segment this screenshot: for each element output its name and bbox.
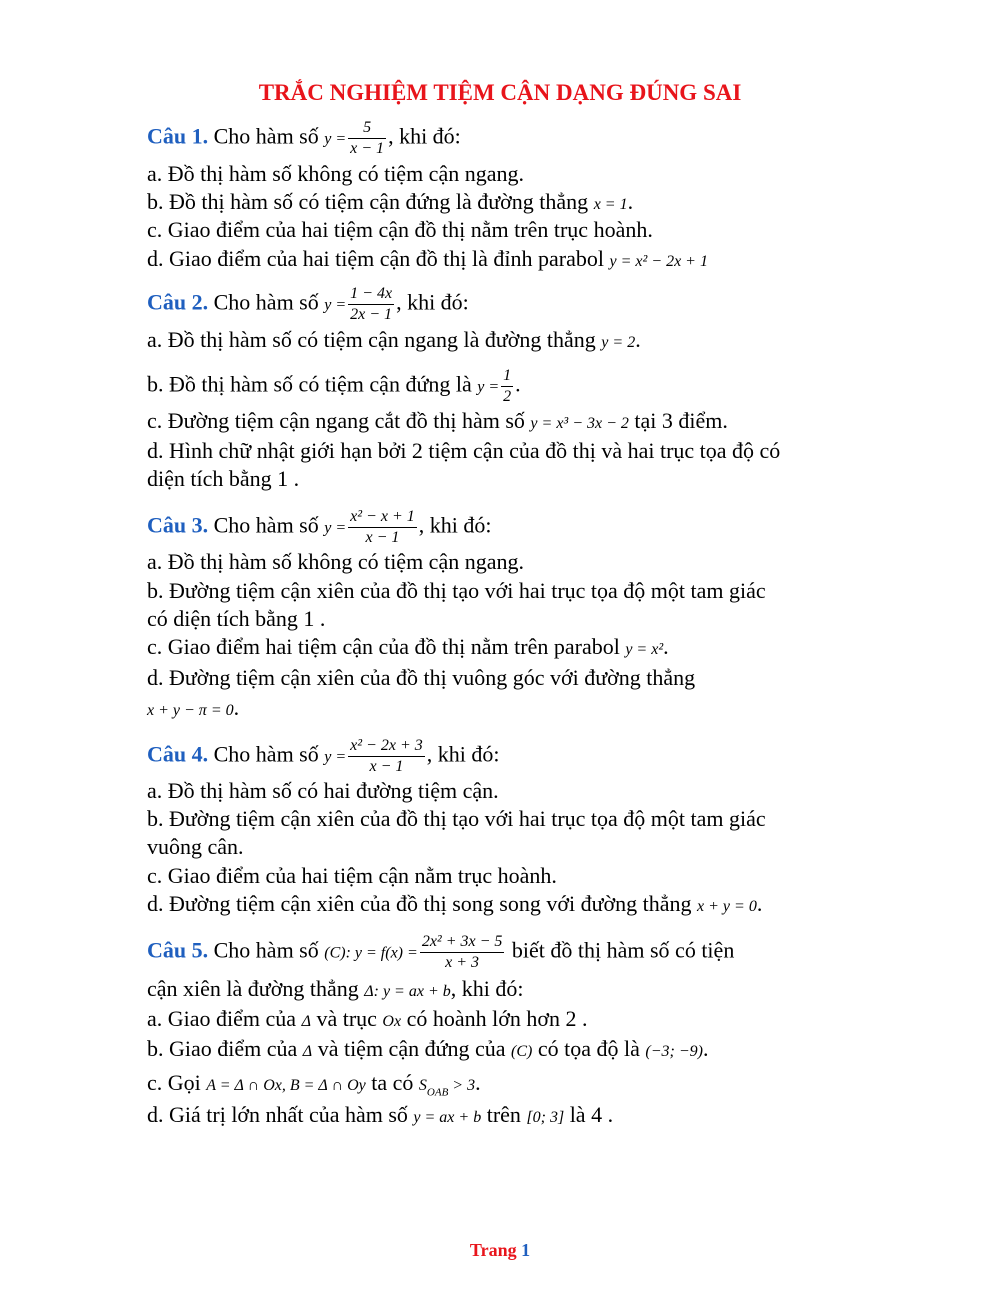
q5-c-m2: S: [418, 1077, 427, 1094]
q4-pre: Cho hàm số: [208, 741, 325, 767]
q3-fraction: [348, 507, 417, 548]
q5-c-sub: OAB: [426, 1086, 449, 1099]
q3-stem: [147, 507, 491, 548]
q3-option-a: a. Đồ thị hàm số không có tiệm cận ngang.: [147, 549, 524, 574]
q1-post: , khi đó:: [388, 123, 461, 149]
q5-num: 2x² + 3x − 5: [420, 932, 505, 953]
q5-c-m1: A = Δ ∩ Ox, B = Δ ∩ Oy: [206, 1077, 366, 1094]
q1-num: 5: [348, 118, 386, 139]
footer-label: Trang: [469, 1240, 517, 1260]
q4-fraction: [348, 736, 425, 777]
q2-b-lhs: y =: [477, 378, 500, 396]
q3-c-end: .: [663, 634, 669, 659]
page-footer: [0, 1240, 1000, 1261]
q5-a-t1: a. Giao điểm của: [147, 1006, 302, 1031]
q3-c-math: y = x²: [625, 641, 664, 658]
q3-lhs: y =: [324, 519, 347, 537]
q5-a-t2: và trục: [310, 1006, 383, 1031]
q1-d-text: d. Giao điểm của hai tiệm cận đồ thị là đỉnh parabol: [147, 246, 610, 271]
q5-b-end: .: [702, 1036, 709, 1061]
q5-c-t2: ta có: [365, 1070, 419, 1095]
q5-option-c: [147, 1070, 481, 1105]
q2-b-num: 1: [501, 366, 513, 387]
q4-post: , khi đó:: [426, 741, 500, 767]
q4-d-end: .: [756, 891, 763, 916]
q2-b-text: b. Đồ thị hàm số có tiệm cận đứng là: [147, 371, 478, 397]
q5-lhs: (C): y = f(x) =: [324, 944, 418, 962]
q1-den: x − 1: [350, 140, 385, 157]
q2-label: Câu 2.: [147, 289, 209, 315]
q2-c-math: y = x³ − 3x − 2: [530, 415, 629, 432]
q5-pre: Cho hàm số: [208, 937, 325, 963]
q4-option-d: [147, 891, 762, 920]
q5-d-m2: [0; 3]: [526, 1109, 565, 1126]
q4-den: x − 1: [369, 758, 404, 775]
q1-option-d: [147, 246, 708, 275]
q3-label: Câu 3.: [147, 512, 209, 538]
q4-option-c: c. Giao điểm của hai tiệm cận nằm trục hoành.: [147, 863, 557, 888]
q5-stem: [147, 932, 734, 973]
q5-post: biết đồ thị hàm số có tiện: [506, 937, 735, 963]
q1-pre: Cho hàm số: [208, 123, 325, 149]
q3-option-b-line1: b. Đường tiệm cận xiên của đồ thị tạo với hai trục tọa độ một tam giác: [147, 578, 766, 603]
q5-l2-end: , khi đó:: [450, 976, 524, 1001]
q5-c-t1: c. Gọi: [147, 1070, 207, 1095]
q3-c-text: c. Giao điểm hai tiệm cận của đồ thị nằm trên parabol: [147, 634, 626, 659]
q4-d-text: d. Đường tiệm cận xiên của đồ thị song song với đường thẳng: [147, 891, 698, 916]
q3-num: x² − x + 1: [348, 507, 417, 528]
q2-option-d-line1: d. Hình chữ nhật giới hạn bởi 2 tiệm cận của đồ thị và hai trục tọa độ có: [147, 438, 781, 463]
q5-label: Câu 5.: [147, 937, 209, 963]
q5-d-m1: y = ax + b: [413, 1109, 482, 1126]
q2-stem: [147, 284, 469, 325]
q3-pre: Cho hàm số: [208, 512, 325, 538]
q2-lhs: y =: [324, 296, 347, 314]
q3-option-c: [147, 634, 669, 663]
q4-option-b-line1: b. Đường tiệm cận xiên của đồ thị tạo với hai trục tọa độ một tam giác: [147, 806, 766, 831]
q5-den: x + 3: [445, 954, 480, 971]
q3-post: , khi đó:: [418, 512, 492, 538]
q5-l2-text: cận xiên là đường thẳng: [147, 976, 365, 1001]
q2-option-b: [147, 366, 521, 407]
q2-b-end: .: [515, 371, 521, 397]
q5-b-m2: (C): [511, 1043, 533, 1060]
q5-l2-math: Δ: y = ax + b: [364, 983, 451, 1000]
q2-post: , khi đó:: [396, 289, 469, 315]
q4-option-a: a. Đồ thị hàm số có hai đường tiệm cận.: [147, 778, 499, 803]
q3-option-b-line2: có diện tích bằng 1 .: [147, 606, 326, 631]
q1-d-math: y = x² − 2x + 1: [609, 253, 708, 270]
q2-pre: Cho hàm số: [208, 289, 325, 315]
q5-d-t3: là 4 .: [564, 1102, 614, 1127]
q5-b-t1: b. Giao điểm của: [147, 1036, 303, 1061]
q5-fraction: [420, 932, 505, 973]
q5-option-d: [147, 1102, 613, 1131]
q1-label: Câu 1.: [147, 123, 209, 149]
q5-a-m2: Ox: [382, 1013, 402, 1030]
q5-c-m3: > 3: [448, 1077, 476, 1094]
q5-b-m1: Δ: [302, 1043, 313, 1060]
q2-option-a: [147, 327, 641, 356]
q1-b-end: .: [627, 189, 634, 214]
q1-stem: [147, 118, 461, 159]
q2-den: 2x − 1: [350, 306, 393, 323]
q4-option-b-line2: vuông cân.: [147, 834, 244, 859]
footer-page-number: 1: [521, 1240, 531, 1260]
q2-num: 1 − 4x: [348, 284, 394, 305]
q3-den: x − 1: [365, 529, 400, 546]
q2-b-den: 2: [503, 388, 512, 405]
q3-d-end: .: [233, 695, 240, 720]
q4-num: x² − 2x + 3: [348, 736, 425, 757]
q1-fraction: [348, 118, 386, 159]
q2-c-end: tại 3 điểm.: [628, 408, 728, 433]
q5-stem-line2: [147, 976, 523, 1005]
q5-a-t3: có hoành lớn hơn 2 .: [401, 1006, 588, 1031]
q1-option-b: [147, 189, 633, 218]
q5-b-m3: (−3; −9): [645, 1043, 703, 1060]
q2-a-text: a. Đồ thị hàm số có tiệm cận ngang là đường thẳng: [147, 327, 602, 352]
q3-option-d-line2: [147, 695, 239, 724]
q5-a-m1: Δ: [301, 1013, 311, 1030]
q5-option-a: [147, 1006, 588, 1035]
q5-option-b: [147, 1036, 708, 1065]
q1-b-text: b. Đồ thị hàm số có tiệm cận đứng là đường thẳng: [147, 189, 594, 214]
q2-option-c: [147, 408, 728, 437]
q3-d-math: x + y − π = 0: [147, 702, 234, 719]
q1-option-c: c. Giao điểm của hai tiệm cận đồ thị nằm trên trục hoành.: [147, 217, 653, 242]
q5-b-t2: và tiệm cận đứng của: [312, 1036, 512, 1061]
q1-lhs: y =: [324, 130, 347, 148]
q2-a-math: y = 2: [601, 334, 636, 351]
q5-c-end: .: [475, 1070, 481, 1095]
q2-fraction: [348, 284, 394, 325]
q5-d-t1: d. Giá trị lớn nhất của hàm số: [147, 1102, 414, 1127]
q4-d-math: x + y = 0: [697, 898, 757, 915]
q1-b-math: x = 1: [593, 196, 628, 213]
q4-stem: [147, 736, 499, 777]
q4-label: Câu 4.: [147, 741, 209, 767]
q2-c-text: c. Đường tiệm cận ngang cắt đồ thị hàm số: [147, 408, 531, 433]
q5-d-t2: trên: [481, 1102, 527, 1127]
q5-b-t3: có tọa độ là: [532, 1036, 646, 1061]
q2-option-d-line2: diện tích bằng 1 .: [147, 466, 300, 491]
q2-b-fraction: [501, 366, 513, 407]
document-title: TRẮC NGHIỆM TIỆM CẬN DẠNG ĐÚNG SAI: [258, 80, 742, 105]
q2-a-end: .: [635, 327, 641, 352]
q1-option-a: a. Đồ thị hàm số không có tiệm cận ngang.: [147, 161, 524, 186]
q3-option-d-line1: d. Đường tiệm cận xiên của đồ thị vuông góc với đường thẳng: [147, 665, 696, 690]
q4-lhs: y =: [324, 748, 347, 766]
